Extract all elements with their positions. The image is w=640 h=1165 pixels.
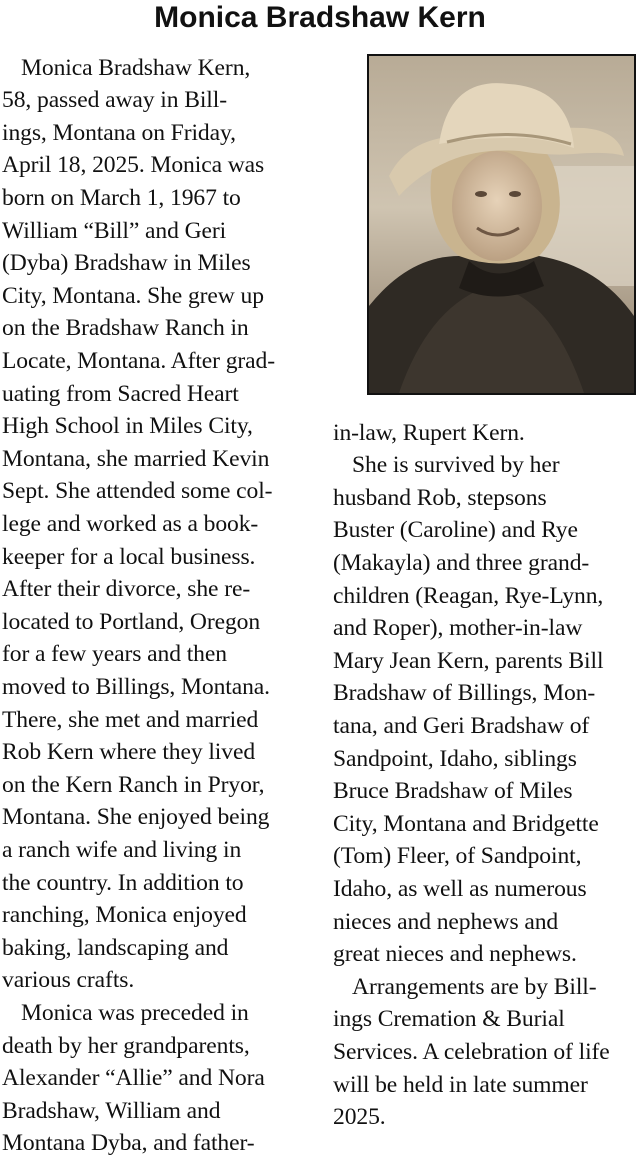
text-line: 58, passed away in Bill- [2, 87, 227, 114]
text-line: 2025. [333, 1104, 386, 1131]
text-line: lege and worked as a book- [2, 510, 259, 537]
text-line: City, Montana and Bridgette [333, 810, 599, 837]
text-line: Rob Kern where they lived [2, 739, 256, 766]
text-line: (Dyba) Bradshaw in Miles [2, 250, 251, 277]
text-line: Sept. She attended some col- [2, 478, 273, 505]
text-line: husband Rob, stepsons [333, 484, 547, 511]
text-line: There, she met and married [2, 706, 259, 733]
text-line: Idaho, as well as numerous [333, 875, 587, 902]
text-line: the country. In addition to [2, 869, 244, 896]
portrait-photo [367, 54, 636, 395]
text-line: will be held in late summer [333, 1071, 588, 1098]
text-line: uating from Sacred Heart [2, 380, 239, 407]
text-line: April 18, 2025. Monica was [2, 152, 265, 179]
text-line: various crafts. [2, 967, 135, 994]
text-line: located to Portland, Oregon [2, 608, 261, 635]
text-line: Buster (Caroline) and Rye [333, 517, 578, 544]
text-line: Monica Bradshaw Kern, [21, 54, 251, 81]
text-line: Bradshaw of Billings, Mon- [333, 680, 596, 707]
text-line: a ranch wife and living in [2, 836, 242, 863]
text-line: Montana Dyba, and father- [2, 1130, 255, 1157]
text-line: baking, landscaping and [2, 934, 229, 961]
text-line: moved to Billings, Montana. [2, 673, 270, 700]
text-line: High School in Miles City, [2, 413, 253, 440]
text-line: Monica was preceded in [21, 999, 249, 1026]
text-line: William “Bill” and Geri [2, 217, 227, 244]
text-line: ings Cremation & Burial [333, 1006, 565, 1033]
text-line: Sandpoint, Idaho, siblings [333, 745, 577, 772]
portrait-image [369, 56, 634, 393]
text-line: and Roper), mother-in-law [333, 615, 583, 642]
text-line: (Makayla) and three grand- [333, 549, 590, 576]
text-line: children (Reagan, Rye-Lynn, [333, 582, 604, 609]
text-line: keeper for a local business. [2, 543, 256, 570]
text-line: After their divorce, she re- [2, 576, 251, 603]
text-line: on the Kern Ranch in Pryor, [2, 771, 265, 798]
text-line: ranching, Monica enjoyed [2, 902, 247, 929]
text-line: Alexander “Allie” and Nora [2, 1065, 265, 1092]
text-line: (Tom) Fleer, of Sandpoint, [333, 843, 582, 870]
text-line: ings, Montana on Friday, [2, 119, 236, 146]
text-line: in-law, Rupert Kern. [333, 419, 525, 446]
text-line: great nieces and nephews. [333, 941, 577, 968]
obituary-title: Monica Bradshaw Kern [154, 1, 486, 34]
text-line: on the Bradshaw Ranch in [2, 315, 249, 342]
text-line: Locate, Montana. After grad- [2, 347, 275, 374]
text-line: for a few years and then [2, 641, 227, 668]
text-line: Montana, she married Kevin [2, 445, 270, 472]
text-line: Arrangements are by Bill- [352, 973, 597, 1000]
text-line: Bruce Bradshaw of Miles [333, 778, 573, 805]
text-line: Montana. She enjoyed being [2, 804, 270, 831]
text-line: born on March 1, 1967 to [2, 184, 241, 211]
text-line: death by her grandparents, [2, 1032, 250, 1059]
text-line: nieces and nephews and [333, 908, 559, 935]
text-line: Services. A celebration of life [333, 1038, 610, 1065]
text-line: Bradshaw, William and [2, 1097, 221, 1124]
text-line: City, Montana. She grew up [2, 282, 264, 309]
text-line: She is survived by her [352, 452, 560, 479]
text-line: Mary Jean Kern, parents Bill [333, 647, 604, 674]
text-line: tana, and Geri Bradshaw of [333, 712, 590, 739]
